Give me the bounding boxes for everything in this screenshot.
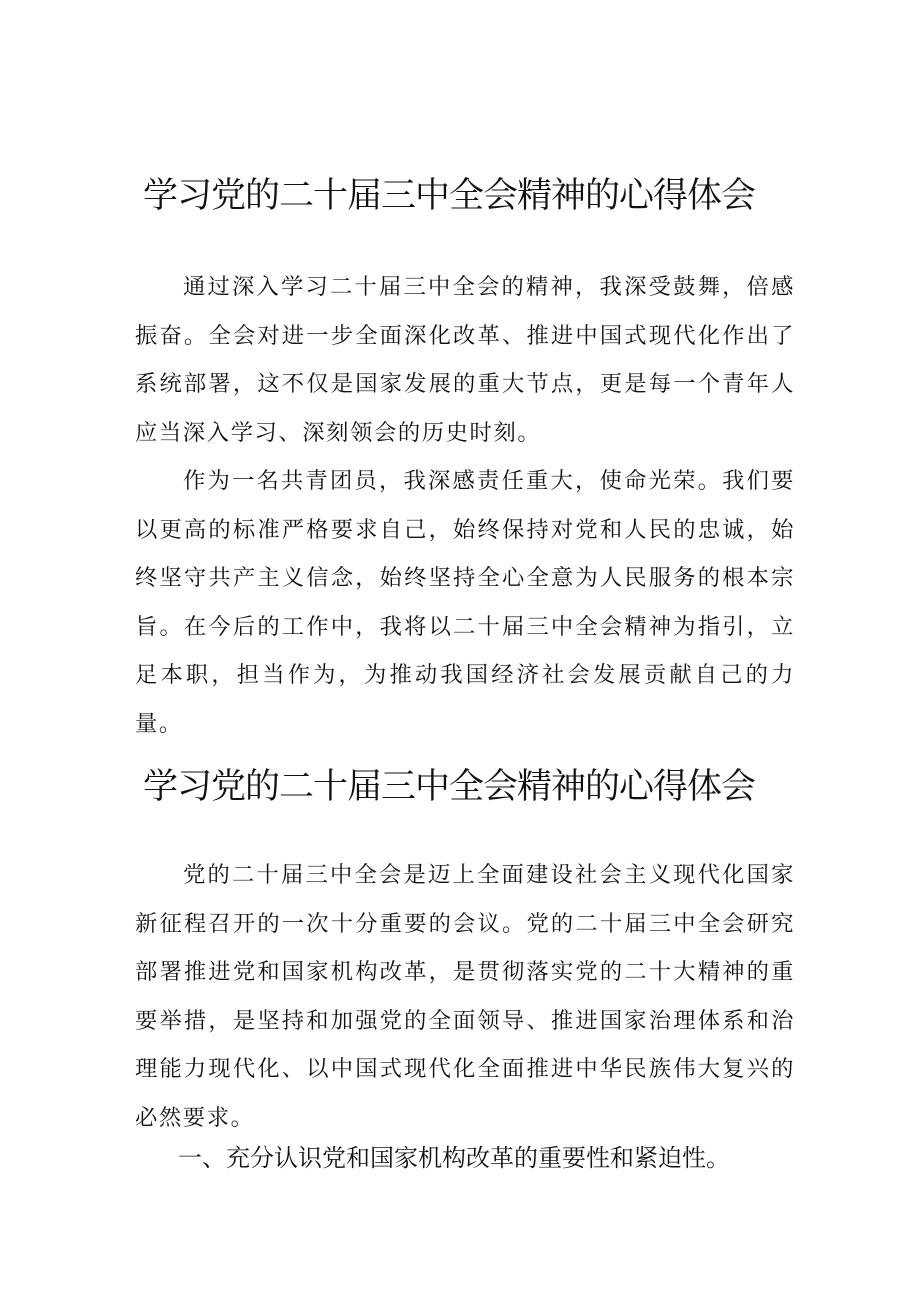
section-1-paragraph-1: 通过深入学习二十届三中全会的精神，我深受鼓舞，倍感振奋。全会对进一步全面深化改革、推进中国式现代化作出了系统部署，这不仅是国家发展的重大节点，更是每一个青年人应当深入学习、深刻领会的历史时刻。 (135, 274, 795, 446)
section-1-title: 学习党的二十届三中全会精神的心得体会 (143, 176, 756, 216)
section-2-subheading: 一、充分认识党和国家机构改革的重要性和紧迫性。 (178, 1144, 730, 1172)
section-2-paragraph-1: 党的二十届三中全会是迈上全面建设社会主义现代化国家新征程召开的一次十分重要的会议。党的二十届三中全会研究部署推进党和国家机构改革，是贯彻落实党的二十大精神的重要举措，是坚持和加强党的全面领导、推进国家治理体系和治理能力现代化、以中国式现代化全面推进中华民族伟大复兴的必然要求。 (135, 862, 795, 1131)
section-2-title: 学习党的二十届三中全会精神的心得体会 (143, 767, 756, 807)
section-1-paragraph-2: 作为一名共青团员，我深感责任重大，使命光荣。我们要以更高的标准严格要求自己，始终保持对党和人民的忠诚，始终坚守共产主义信念，始终坚持全心全意为人民服务的根本宗旨。在今后的工作中，我将以二十届三中全会精神为指引，立足本职，担当作为，为推动我国经济社会发展贡献自己的力量。 (135, 468, 795, 737)
